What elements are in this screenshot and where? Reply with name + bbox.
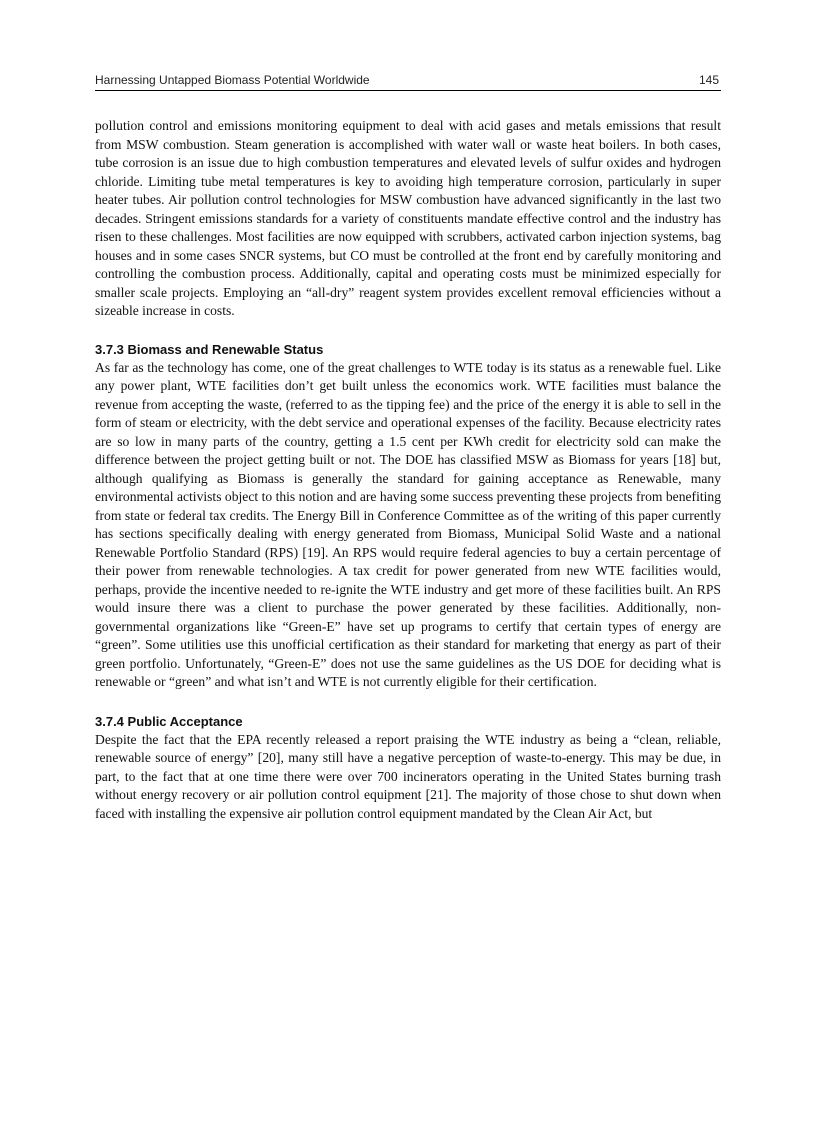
- running-title: Harnessing Untapped Biomass Potential Worldwide: [95, 73, 370, 87]
- intro-paragraph: pollution control and emissions monitoring equipment to deal with acid gases and metals emissions that result from MSW combustion. Steam generation is accomplished with water wall or waste heat boilers. In both cases, tube corrosion is an issue due to high combustion temperatures and elevated levels of sulfur oxides and hydrogen chloride. Limiting tube metal temperatures is key to avoiding high temperature corrosion, particularly in super heater tubes. Air pollution control technologies for MSW combustion have advanced significantly in the last two decades. Stringent emissions standards for a variety of constituents mandate effective control and the industry has risen to these challenges. Most facilities are now equipped with scrubbers, activated carbon injection systems, bag houses and in some cases SNCR systems, but CO must be controlled at the front end by carefully monitoring and controlling the combustion process. Additionally, capital and operating costs must be minimized especially for smaller scale projects. Employing an “all-dry” reagent system provides excellent removal efficiencies without a sizeable increase in costs.: [95, 118, 721, 318]
- page-number: 145: [698, 73, 719, 87]
- body-text: [95, 117, 721, 823]
- public-acceptance-paragraph: Despite the fact that the EPA recently released a report praising the WTE industry as being a “clean, reliable, renewable source of energy” [20], many still have a negative perception of waste-to-energy. This may be due, in part, to the fact that at one time there were over 700 incinerators operating in the United States burning trash without energy recovery or air pollution control equipment [21]. The majority of those chose to shut down when faced with installing the expensive air pollution control equipment mandated by the Clean Air Act, but: [95, 731, 721, 821]
- section-heading-biomass-renewable: 3.7.3 Biomass and Renewable Status: [95, 341, 324, 357]
- running-header: [95, 70, 721, 91]
- section-heading-public-acceptance: 3.7.4 Public Acceptance: [95, 713, 243, 729]
- biomass-renewable-paragraph: As far as the technology has come, one of the great challenges to WTE today is its status as a renewable fuel. Like any power plant, WTE facilities don’t get built unless the economics work. WTE facilities must balance the revenue from accepting the waste, (referred to as the tipping fee) and the price of the energy it is able to sell in the form of steam or electricity, with the debt service and operational expenses of the facility. Because electricity rates are so low in many parts of the country, getting a 1.5 cent per KWh credit for electricity sold can make the difference between the project getting built or not. The DOE has classified MSW as Biomass for years [18] but, although qualifying as Biomass is generally the standard for gaining acceptance as Renewable, many environmental activists object to this notion and are having some success preventing these projects from benefiting from state or federal tax credits. The Energy Bill in Conference Committee as of the writing of this paper currently has sections specifically dealing with energy generated from Biomass, Municipal Solid Waste and a national Renewable Portfolio Standard (RPS) [19]. An RPS would require federal agencies to buy a certain percentage of their power from renewable technologies. A tax credit for power generated from new WTE facilities would, perhaps, provide the incentive needed to re-ignite the WTE industry and get more of these facilities built. An RPS would insure there was a client to purchase the power generated by these facilities. Additionally, non-governmental organizations like “Green-E” have set up programs to certify that certain types of energy are “green”. Some utilities use this unofficial certification as their standard for marketing that energy as part of their green portfolio. Unfortunately, “Green-E” does not use the same guidelines as the US DOE for deciding what is renewable or “green” and what isn’t and WTE is not currently eligible for their certification.: [95, 359, 721, 689]
